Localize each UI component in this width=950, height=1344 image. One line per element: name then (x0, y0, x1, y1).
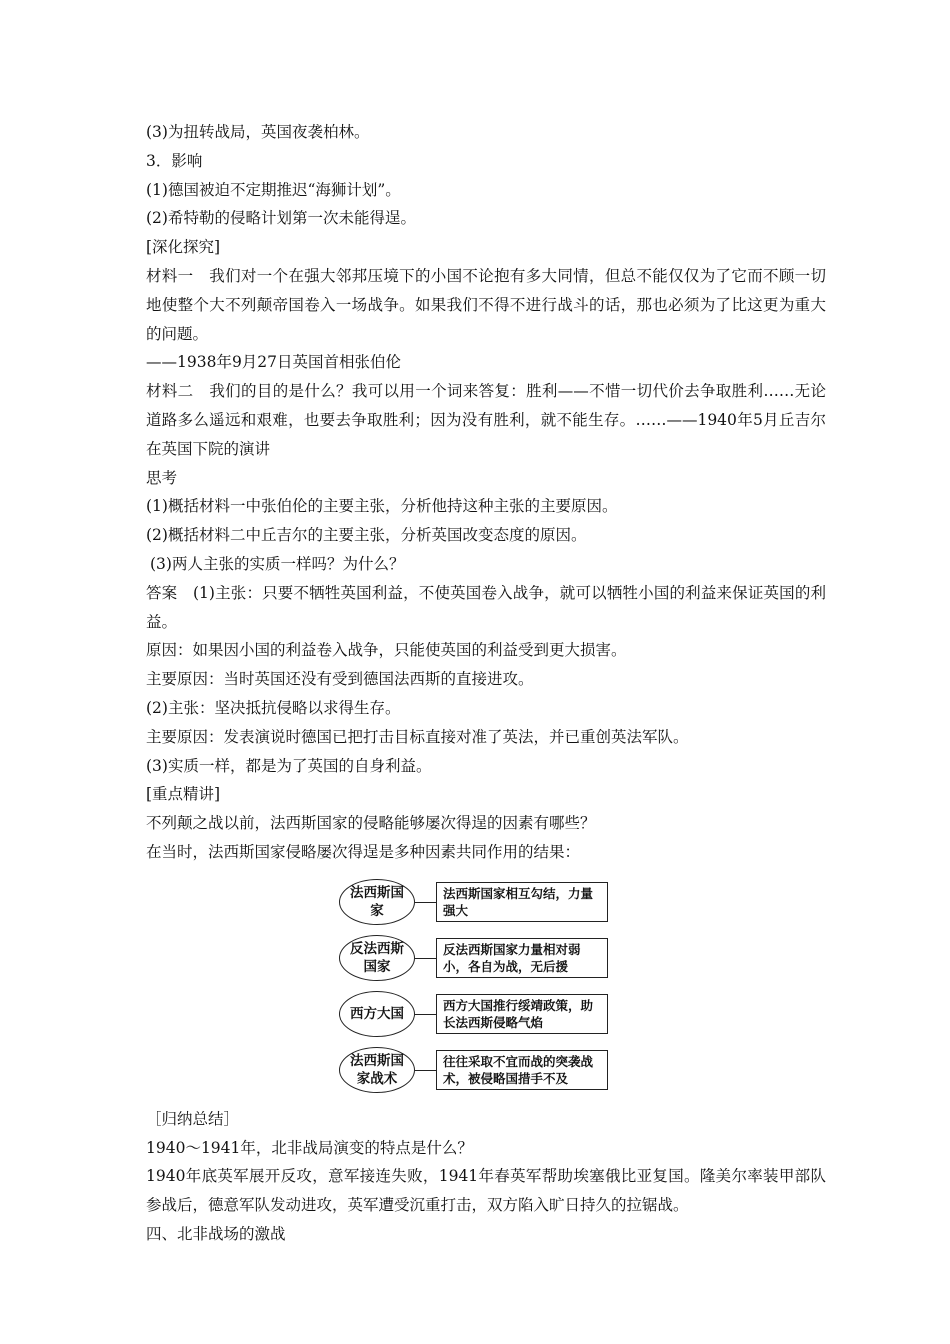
summary-question: 1940～1941年，北非战局演变的特点是什么？ (146, 1138, 473, 1157)
text-line: (2)希特勒的侵略计划第一次未能得逞。 (146, 209, 416, 228)
diagram-connector (415, 958, 436, 959)
diagram-oval-2: 反法西斯国家 (339, 935, 415, 981)
answer-3: (3)实质一样，都是为了英国的自身利益。 (146, 756, 432, 775)
answer-1: 答案 (1)主张：只要不牺牲英国利益，不使英国卷入战争，就可以牺牲小国的利益来保证英国的利益。 (146, 583, 826, 631)
question-1: (1)概括材料一中张伯伦的主要主张，分析他持这种主张的主要原因。 (146, 497, 618, 516)
section-title: 四、北非战场的激战 (146, 1224, 286, 1243)
question-3: (3)两人主张的实质一样吗？为什么？ (150, 554, 405, 573)
summary-answer: 1940年底英军展开反攻，意军接连失败，1941年春英军帮助埃塞俄比亚复国。隆美尔率装甲部队参战后，德意军队发动进攻，英军遭受沉重打击，双方陷入旷日持久的拉锯战。 (146, 1167, 826, 1215)
material-one: 材料一 我们对一个在强大邻邦压境下的小国不论抱有多大同情，但总不能仅仅为了它而不顾一切地使整个大不列颠帝国卷入一场战争。如果我们不得不进行战斗的话，那也必须为了比这更为重大的问题。 (146, 266, 826, 343)
focus-intro: 在当时，法西斯国家侵略屡次得逞是多种因素共同作用的结果： (146, 842, 581, 861)
answer-2: (2)主张：坚决抵抗侵略以求得生存。 (146, 698, 401, 717)
diagram-oval-1: 法西斯国家 (339, 879, 415, 925)
question-2: (2)概括材料二中丘吉尔的主要主张，分析英国改变态度的原因。 (146, 526, 587, 545)
answer-1-main: 主要原因：当时英国还没有受到德国法西斯的直接进攻。 (146, 670, 534, 689)
diagram-box-3: 西方大国推行绥靖政策，助长法西斯侵略气焰 (436, 994, 608, 1034)
section-label: [深化探究] (146, 238, 221, 257)
text-line: (1)德国被迫不定期推迟“海狮计划”。 (146, 180, 401, 199)
document-body (146, 118, 826, 1249)
answer-2-main: 主要原因：发表演说时德国已把打击目标直接对准了英法，并已重创英法军队。 (146, 727, 689, 746)
diagram-box-1: 法西斯国家相互勾结，力量强大 (436, 882, 608, 922)
factors-diagram (146, 871, 826, 1103)
diagram-box-2: 反法西斯国家力量相对弱小，各自为战，无后援 (436, 938, 608, 978)
think-heading: 思考 (146, 468, 178, 487)
material-one-source: ——1938年9月27日英国首相张伯伦 (146, 353, 402, 372)
summary-heading: ［归纳总结］ (146, 1109, 240, 1128)
focus-question: 不列颠之战以前，法西斯国家的侵略能够屡次得逞的因素有哪些？ (146, 814, 596, 833)
answer-1-reason: 原因：如果因小国的利益卷入战争，只能使英国的利益受到更大损害。 (146, 641, 627, 660)
text-line: (3)为扭转战局，英国夜袭柏林。 (146, 123, 370, 141)
diagram-connector (415, 1070, 436, 1071)
material-two: 材料二 我们的目的是什么？我可以用一个词来答复：胜利——不惜一切代价去争取胜利……无论道路多么遥远和艰难，也要去争取胜利；因为没有胜利，就不能生存。……——1940年5月丘吉尔在英国下院的演讲 (146, 382, 826, 458)
diagram-connector (415, 902, 436, 903)
section-heading: 3．影响 (146, 151, 203, 170)
diagram-box-4: 往往采取不宜而战的突袭战术，被侵略国措手不及 (436, 1050, 608, 1090)
diagram-oval-3: 西方大国 (339, 991, 415, 1037)
focus-heading: [重点精讲] (146, 785, 221, 804)
diagram-oval-4: 法西斯国家战术 (339, 1047, 415, 1093)
diagram-connector (415, 1014, 436, 1015)
